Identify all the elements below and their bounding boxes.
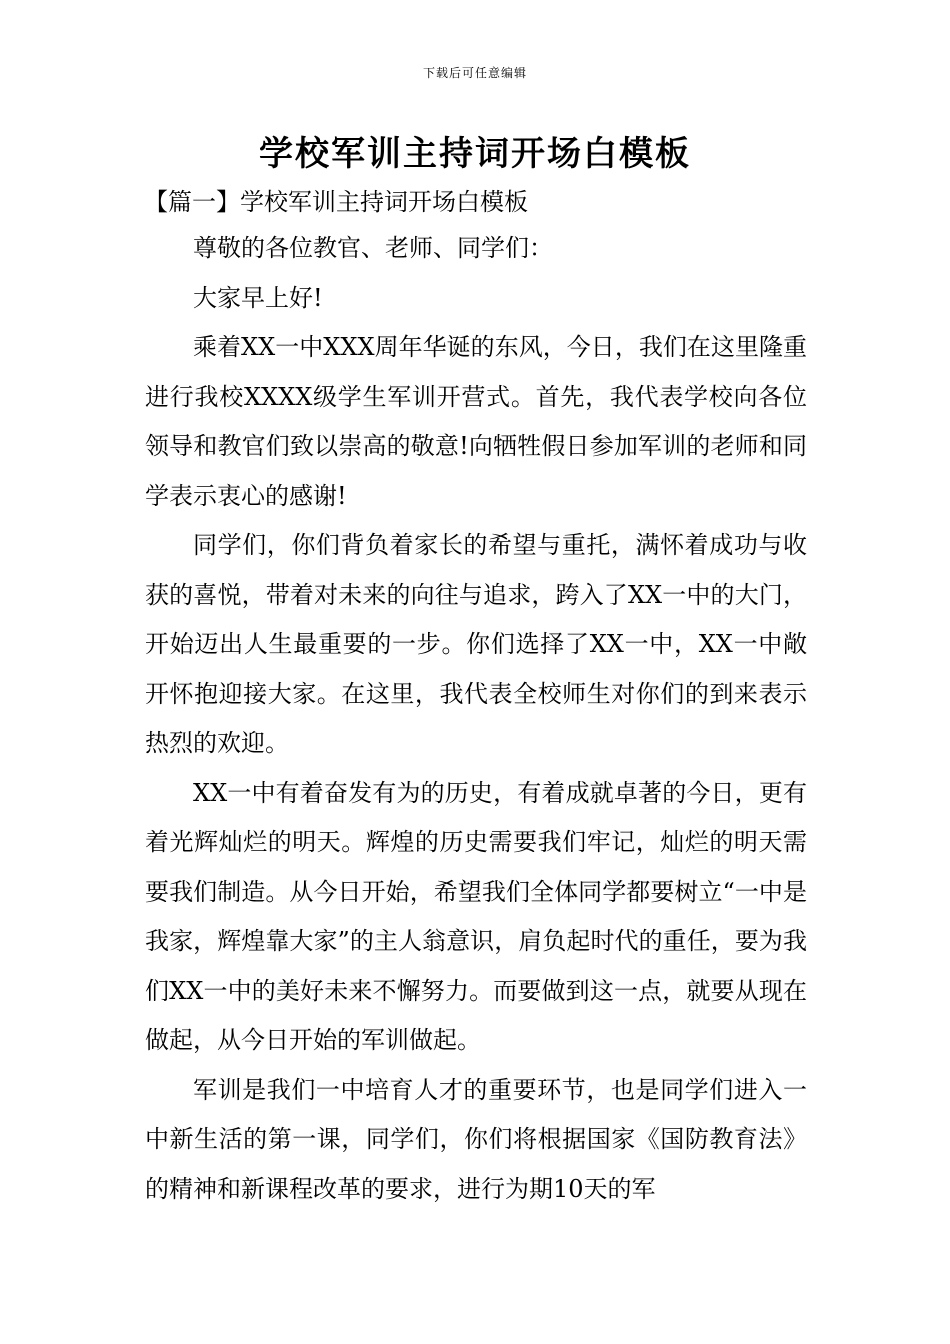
paragraph: 军训是我们一中培育人才的重要环节，也是同学们进入一中新生活的第一课，同学们，你们将根据国家《国防教育法》的精神和新课程改革的要求，进行为期10天的军 <box>145 1075 807 1203</box>
header-note: 下载后可任意编辑 <box>422 66 527 80</box>
paragraph: 尊敬的各位教官、老师、同学们： <box>193 234 553 262</box>
body-text <box>145 224 807 1214</box>
paragraph: 大家早上好! <box>193 283 323 312</box>
section-heading: 【篇一】学校军训主持词开场白模板 <box>144 188 528 216</box>
paragraph: XX一中有着奋发有为的历史，有着成就卓著的今日，更有着光辉灿烂的明天。辉煌的历史需要我们牢记，灿烂的明天需要我们制造。从今日开始，希望我们全体同学都要树立“一中是我家，辉煌靠大家”的主人翁意识，肩负起时代的重任，要为我们XX一中的美好未来不懈努力。而要做到这一点，就要从现在做起，从今日开始的军训做起。 <box>145 778 807 1054</box>
paragraph: 乘着XX一中XXX周年华诞的东风，今日，我们在这里隆重进行我校XXXX级学生军训开营式。首先，我代表学校向各位领导和教官们致以崇高的敬意!向牺牲假日参加军训的老师和同学表示衷心的感谢! <box>145 333 807 510</box>
paragraph: 同学们，你们背负着家长的希望与重托，满怀着成功与收获的喜悦，带着对未来的向往与追求，跨入了XX一中的大门，开始迈出人生最重要的一步。你们选择了XX一中，XX一中敞开怀抱迎接大家。在这里，我代表全校师生对你们的到来表示热烈的欢迎。 <box>145 531 807 757</box>
document-title: 学校军训主持词开场白模板 <box>259 134 691 174</box>
